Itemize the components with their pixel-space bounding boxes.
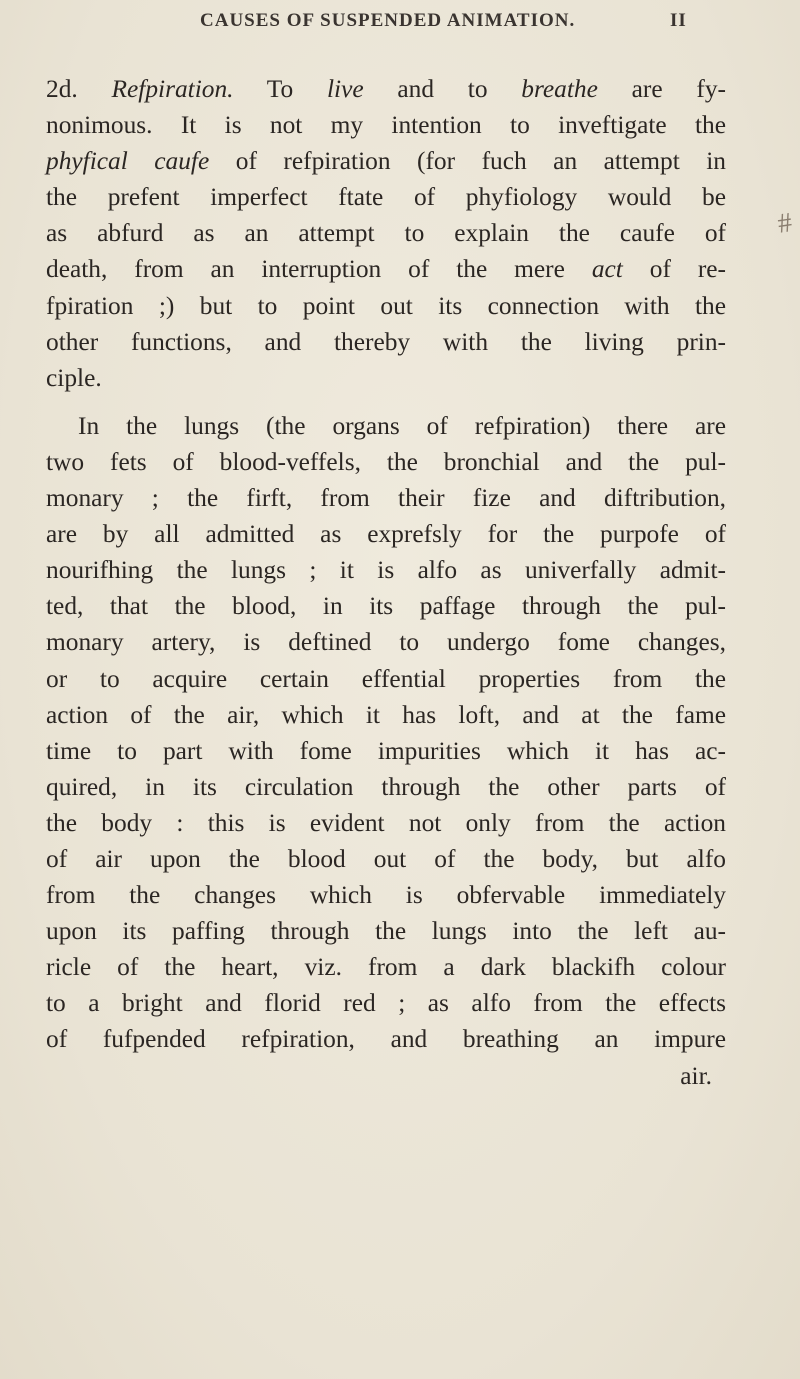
text-line — [46, 697, 726, 733]
text-line — [46, 360, 726, 396]
text-run: To — [233, 75, 327, 103]
italic-text: act — [591, 255, 623, 284]
text-line — [46, 251, 726, 287]
text-line — [46, 985, 726, 1021]
text-run: ricle of the heart, viz. from a dark blackifh colour — [46, 953, 726, 982]
text-line — [46, 143, 726, 179]
body-text — [46, 71, 726, 1094]
text-line — [46, 444, 726, 480]
text-line — [46, 624, 726, 660]
text-run: and to — [363, 75, 522, 103]
text-run: are fy- — [597, 75, 726, 103]
text-line — [46, 179, 726, 215]
text-line — [46, 1021, 726, 1057]
text-run: of air upon the blood out of the body, but alfo — [46, 844, 726, 873]
text-run: two fets of blood-veffels, the bronchial and the pul- — [46, 447, 726, 476]
text-run: nourifhing the lungs ; it is alfo as univerfally admit- — [46, 556, 726, 585]
italic-text: Refpiration. — [111, 75, 234, 103]
italic-text: phyfical caufe — [46, 147, 210, 176]
text-run: death, from an interruption of the mere — [46, 255, 592, 284]
text-line — [46, 107, 726, 143]
text-run: the body : this is evident not only from the action — [46, 808, 726, 837]
text-run: from the changes which is obfervable immediately — [46, 881, 726, 910]
text-line — [46, 769, 726, 805]
text-run: quired, in its circulation through the other parts of — [46, 772, 726, 801]
paragraph-lungs — [46, 408, 726, 1094]
text-line — [46, 516, 726, 552]
text-run: monary ; the firft, from their fize and diftribution, — [46, 484, 726, 513]
text-line — [46, 552, 726, 588]
text-line — [46, 661, 726, 697]
text-line — [46, 288, 726, 324]
text-line — [46, 588, 726, 624]
text-line — [46, 841, 726, 877]
catchword: air. — [680, 1061, 712, 1090]
text-run: nonimous. It is not my intention to inveftigate the — [46, 111, 726, 140]
text-line — [46, 480, 726, 516]
text-run: to a bright and florid red ; as alfo from the effects — [46, 989, 726, 1018]
paragraph-gap — [46, 396, 726, 408]
text-run: fpiration ;) but to point out its connection with the — [46, 291, 726, 320]
text-run: 2d. — [46, 75, 112, 103]
paragraph-respiration — [46, 71, 726, 396]
text-run: the prefent imperfect ftate of phyfiology would be — [46, 183, 726, 212]
text-line — [46, 324, 726, 360]
text-run: of refpiration (for fuch an attempt in — [209, 147, 726, 176]
italic-text: live — [326, 75, 364, 103]
text-run: or to acquire certain effential properties from the — [46, 664, 726, 693]
text-line — [46, 733, 726, 769]
text-run: other functions, and thereby with the living prin- — [46, 327, 726, 356]
italic-text: breathe — [521, 75, 598, 103]
text-line — [46, 877, 726, 913]
text-run: ted, that the blood, in its paffage through the pul- — [46, 592, 726, 621]
text-line — [46, 71, 726, 107]
text-run: of fufpended refpiration, and breathing an impure — [46, 1025, 726, 1054]
margin-mark: # — [775, 207, 795, 240]
text-run: action of the air, which it has loft, and at the fame — [46, 700, 726, 729]
text-line — [46, 949, 726, 985]
text-run: upon its paffing through the lungs into the left au- — [46, 917, 726, 946]
text-line — [46, 408, 726, 444]
text-run: monary artery, is deftined to undergo fome changes, — [46, 628, 726, 657]
text-run: time to part with fome impurities which it has ac- — [46, 736, 726, 765]
text-line — [46, 913, 726, 949]
text-line — [46, 215, 726, 251]
text-run: are by all admitted as exprefsly for the purpofe of — [46, 520, 726, 549]
text-run: as abfurd as an attempt to explain the caufe of — [46, 219, 726, 248]
running-title: CAUSES OF SUSPENDED ANIMATION. — [200, 10, 576, 31]
page-number: II — [670, 10, 687, 31]
text-run: ciple. — [46, 363, 102, 392]
text-line — [46, 805, 726, 841]
text-run: In the lungs (the organs of refpiration) there are — [78, 411, 726, 440]
running-header — [200, 6, 700, 42]
text-run: of re- — [622, 255, 726, 284]
